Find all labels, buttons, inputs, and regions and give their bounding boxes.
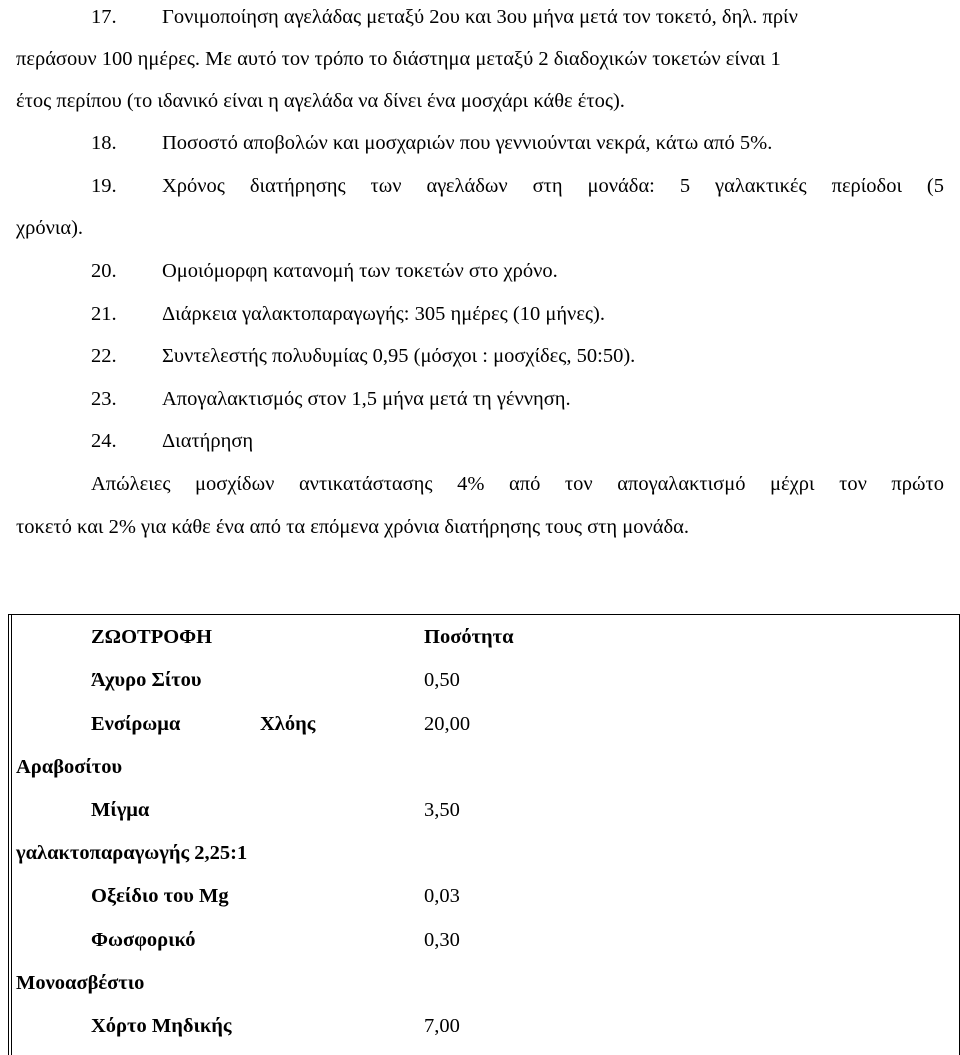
feed-quantity: 0,30: [424, 929, 460, 951]
feed-quantity: 0,50: [424, 669, 460, 691]
item-text: Συντελεστής πολυδυμίας 0,95 (μόσχοι : μοσχίδες, 50:50).: [162, 345, 636, 367]
feed-name-part: Χλόης: [260, 713, 316, 735]
feed-name-part: Ενσίρωμα: [91, 713, 181, 735]
feed-name-part: Φωσφορικό: [91, 929, 196, 951]
item-number: 21.: [91, 303, 117, 325]
item-text: Ποσοστό αποβολών και μοσχαριών που γεννιούνται νεκρά, κάτω από 5%.: [162, 132, 773, 154]
item-text: Διατήρηση: [162, 430, 254, 452]
paragraph-line: Απώλειες μοσχίδων αντικατάστασης 4% από τον απογαλακτισμό μέχρι τον πρώτο: [91, 473, 944, 495]
feed-name-part: Μονοασβέστιο: [16, 972, 145, 994]
item-text: Γονιμοποίηση αγελάδας μεταξύ 2ου και 3ου μήνα μετά τον τοκετό, δηλ. πρίν: [162, 6, 798, 28]
item-number: 24.: [91, 430, 117, 452]
item-text: Χρόνος διατήρησης των αγελάδων στη μονάδα: 5 γαλακτικές περίοδοι (5: [162, 175, 944, 197]
item-number: 20.: [91, 260, 117, 282]
item-number: 17.: [91, 6, 117, 28]
paragraph-line: τοκετό και 2% για κάθε ένα από τα επόμενα χρόνια διατήρησης τους στη μονάδα.: [16, 516, 690, 538]
table-header-feed: ΖΩΟΤΡΟΦΗ: [91, 626, 213, 648]
item-text-continuation: έτος περίπου (το ιδανικό είναι η αγελάδα να δίνει ένα μοσχάρι κάθε έτος).: [16, 90, 625, 112]
table-header-quantity: Ποσότητα: [424, 626, 514, 648]
item-text-continuation: περάσουν 100 ημέρες. Με αυτό τον τρόπο το διάστημα μεταξύ 2 διαδοχικών τοκετών είναι 1: [16, 48, 781, 70]
feed-name: Χόρτο Μηδικής: [91, 1015, 232, 1037]
item-text: Διάρκεια γαλακτοπαραγωγής: 305 ημέρες (10 μήνες).: [162, 303, 606, 325]
feed-quantity: 7,00: [424, 1015, 460, 1037]
feed-quantity: 3,50: [424, 799, 460, 821]
item-number: 19.: [91, 175, 117, 197]
item-text: Ομοιόμορφη κατανομή των τοκετών στο χρόνο.: [162, 260, 558, 282]
item-number: 22.: [91, 345, 117, 367]
table-border: [11, 615, 12, 1055]
feed-quantity: 20,00: [424, 713, 471, 735]
feed-name-part: γαλακτοπαραγωγής 2,25:1: [16, 842, 248, 864]
item-number: 23.: [91, 388, 117, 410]
item-number: 18.: [91, 132, 117, 154]
feed-name-part: Μίγμα: [91, 799, 150, 821]
feed-name: Οξείδιο του Mg: [91, 885, 229, 907]
item-text: Απογαλακτισμός στον 1,5 μήνα μετά τη γέννηση.: [162, 388, 571, 410]
item-text-continuation: χρόνια).: [16, 217, 84, 239]
feed-quantity: 0,03: [424, 885, 460, 907]
feed-name-part: Αραβοσίτου: [16, 756, 123, 778]
feed-name: Άχυρο Σίτου: [91, 669, 202, 691]
